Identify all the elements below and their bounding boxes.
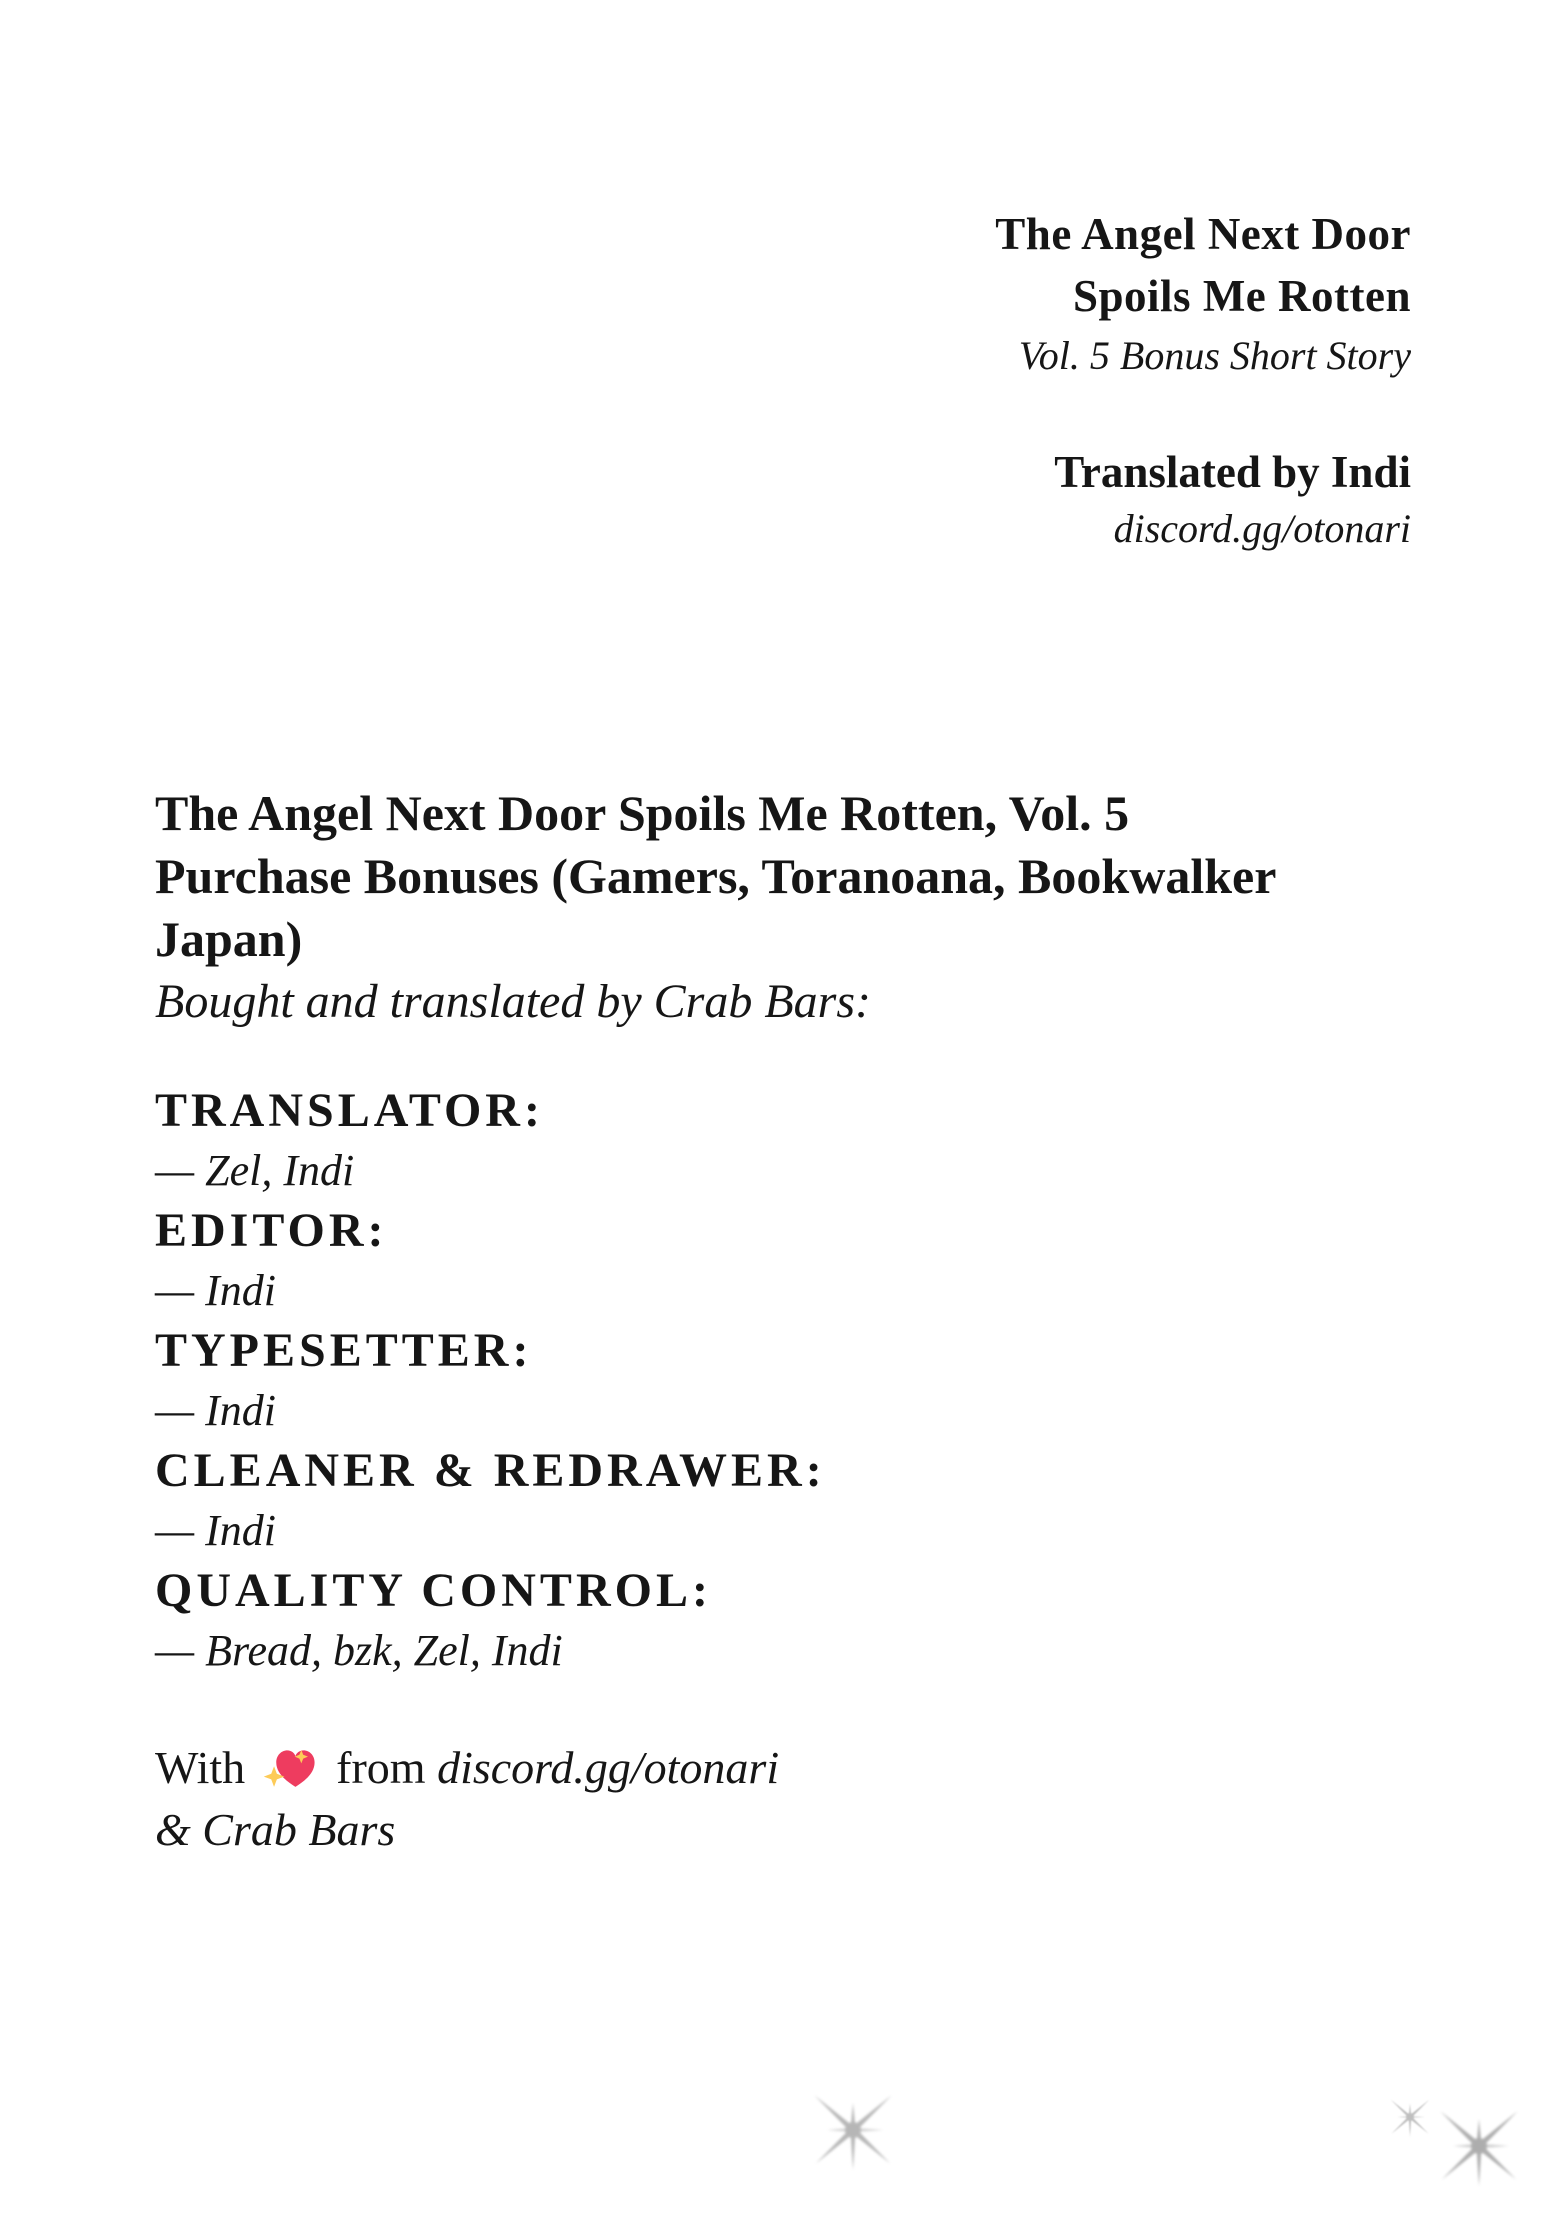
with-text: With	[155, 1742, 246, 1793]
credit-role-translator: TRANSLATOR:	[155, 1084, 544, 1137]
credit-names-translator: — Zel, Indi	[155, 1146, 355, 1195]
bonus-heading-line1: The Angel Next Door Spoils Me Rotten, Vol. 5	[155, 785, 1130, 841]
translated-by-text: Translated by Indi	[1054, 447, 1411, 497]
credit-role-cleaner-redrawer: CLEANER & REDRAWER:	[155, 1444, 826, 1497]
credit-names-editor: — Indi	[155, 1266, 276, 1315]
credit-names-quality-control: — Bread, bzk, Zel, Indi	[155, 1626, 563, 1675]
bonus-subheading: Bought and translated by Crab Bars:	[155, 975, 871, 1028]
sparkling-heart-icon	[263, 1742, 319, 1792]
footer-line2: & Crab Bars	[155, 1804, 396, 1855]
credit-row	[155, 1201, 1425, 1321]
series-title-line2: Spoils Me Rotten	[1073, 271, 1411, 321]
credit-role-quality-control: QUALITY CONTROL:	[155, 1564, 712, 1617]
footer-line1	[155, 1737, 1425, 1799]
credit-row	[155, 1561, 1425, 1681]
main-block	[155, 782, 1425, 1861]
volume-subtitle: Vol. 5 Bonus Short Story	[1018, 333, 1411, 378]
from-text: from	[336, 1742, 426, 1793]
credit-role-typesetter: TYPESETTER:	[155, 1324, 533, 1377]
credit-names-cleaner-redrawer: — Indi	[155, 1506, 276, 1555]
credit-names-typesetter: — Indi	[155, 1386, 276, 1435]
discord-url-text: discord.gg/otonari	[1113, 506, 1411, 551]
sparkle-star-icon	[1419, 2086, 1539, 2206]
credit-row	[155, 1441, 1425, 1561]
bonus-heading-line2: Purchase Bonuses (Gamers, Toranoana, Bookwalker Japan)	[155, 848, 1276, 967]
sparkle-star-icon	[793, 2070, 913, 2190]
footer-discord-text: discord.gg/otonari	[437, 1742, 780, 1793]
series-title-line1: The Angel Next Door	[995, 209, 1411, 259]
credit-row	[155, 1081, 1425, 1201]
header-block	[995, 203, 1411, 555]
credit-row	[155, 1321, 1425, 1441]
footer-note	[155, 1737, 1425, 1861]
credit-role-editor: EDITOR:	[155, 1204, 388, 1257]
credits-list	[155, 1081, 1425, 1681]
